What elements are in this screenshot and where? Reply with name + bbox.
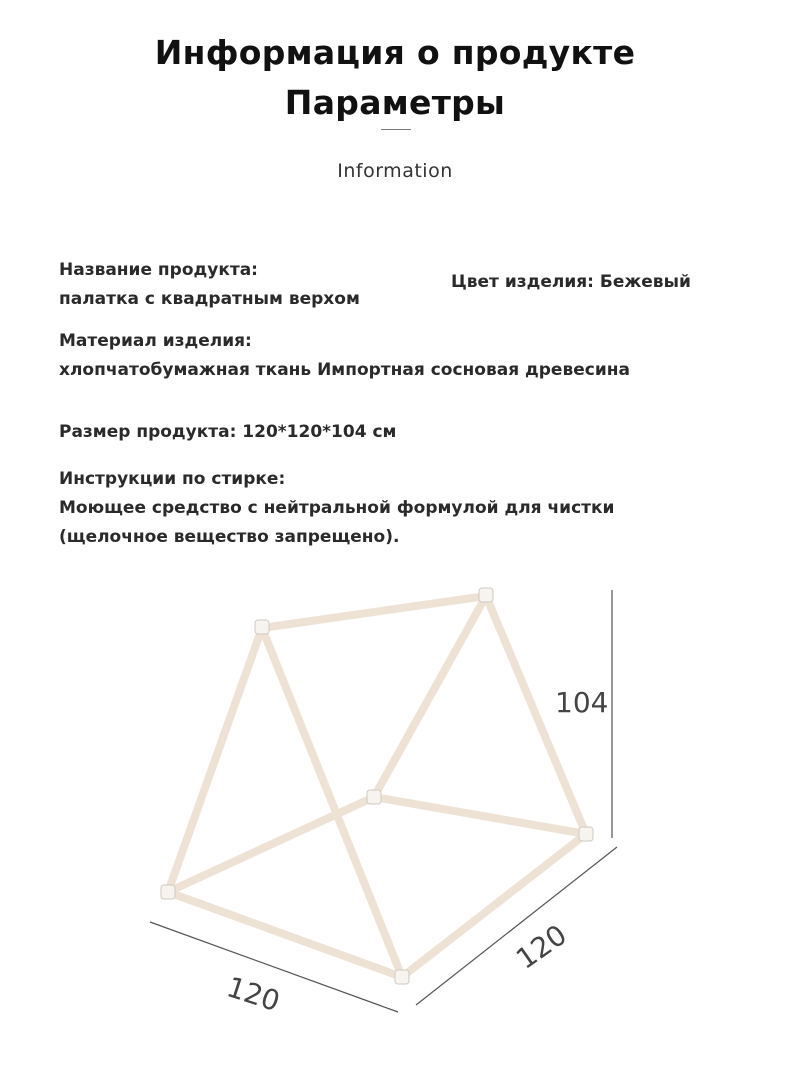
connector-bottom-front bbox=[395, 970, 409, 984]
page-title: Информация о продукте bbox=[154, 33, 636, 72]
material-label: Материал изделия: bbox=[59, 331, 252, 351]
washing-line-1: Моющее средство с нейтральной формулой для чистки bbox=[59, 498, 615, 518]
washing-line-2: (щелочное вещество запрещено). bbox=[59, 527, 400, 547]
product-name-value: палатка с квадратным верхом bbox=[59, 289, 360, 309]
frame-pole-back-left bbox=[374, 596, 486, 797]
product-name-label: Название продукта: bbox=[59, 260, 258, 280]
page-subtitle-heading: Параметры bbox=[284, 83, 506, 122]
product-color: Цвет изделия: Бежевый bbox=[451, 272, 691, 292]
frame-poles bbox=[168, 596, 586, 977]
depth-dimension-label: 120 bbox=[510, 918, 573, 976]
material-value: хлопчатобумажная ткань Импортная сосновая древесина bbox=[59, 360, 630, 380]
frame-pole-base-front bbox=[168, 892, 402, 977]
connector-top-right bbox=[479, 588, 493, 602]
frame-pole-base-back bbox=[374, 797, 586, 834]
height-dimension-label: 104 bbox=[555, 686, 609, 719]
connector-top-left bbox=[255, 620, 269, 634]
section-label: Information bbox=[337, 160, 453, 182]
frame-pole-ridge bbox=[262, 596, 486, 628]
connector-bottom-left bbox=[161, 885, 175, 899]
washing-label: Инструкции по стирке: bbox=[59, 469, 286, 489]
connector-bottom-right bbox=[579, 827, 593, 841]
connector-bottom-back bbox=[367, 790, 381, 804]
width-dimension-label: 120 bbox=[222, 970, 284, 1019]
frame-pole-base-right bbox=[402, 834, 586, 977]
depth-dimension-line bbox=[416, 847, 617, 1005]
product-size: Размер продукта: 120*120*104 см bbox=[59, 422, 397, 442]
